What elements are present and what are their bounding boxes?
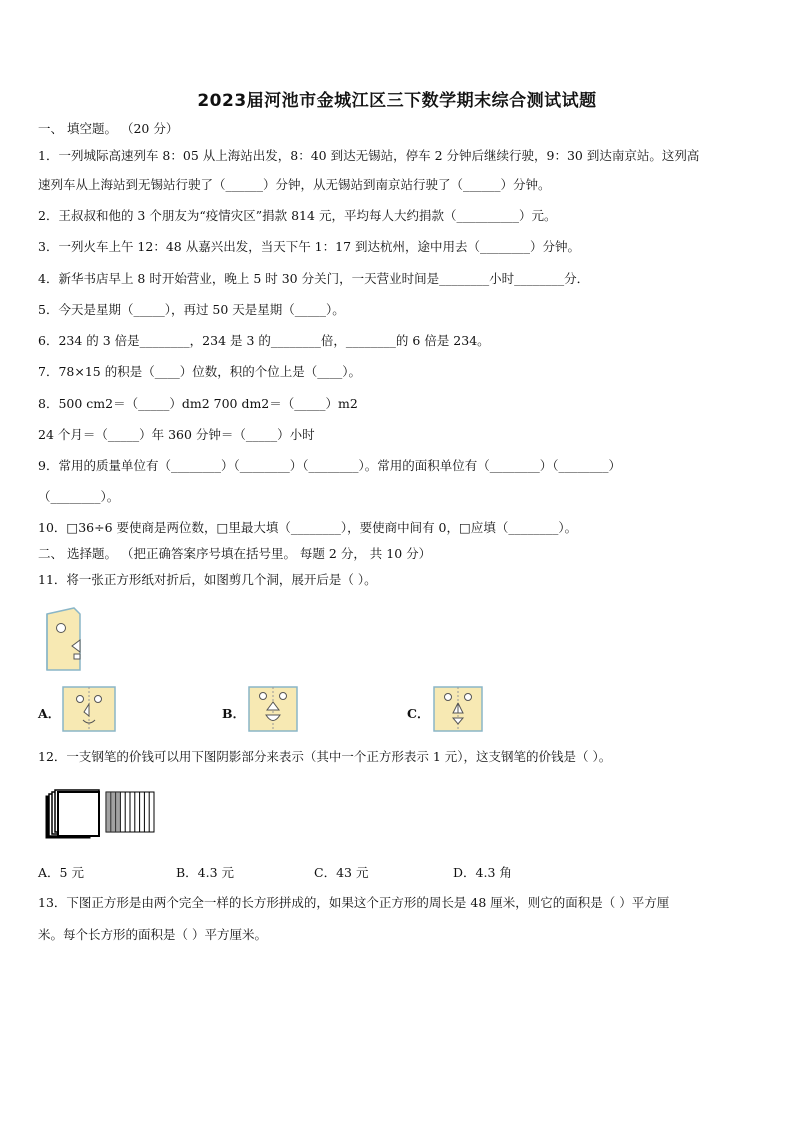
question-9-line-1: 9．常用的质量单位有（________）（________）（________）。常用的面积单位有（________）（________） [38, 458, 621, 473]
q12-option-b[interactable]: B．4.3 元 [176, 865, 235, 880]
q11-option-a-label: A． [38, 706, 61, 721]
question-1-line-1: 1．一列城际高速列车 8：05 从上海站出发，8：40 到达无锡站，停车 2 分钟后继续行驶，9：30 到达南京站。这列高 [38, 148, 700, 163]
question-12: 12．一支钢笔的价钱可以用下图阴影部分来表示（其中一个正方形表示 1 元），这支钢笔的价钱是（ ）。 [38, 749, 612, 764]
question-2: 2．王叔叔和他的 3 个朋友为“疫情灾区”捐款 814 元，平均每人大约捐款（__________）元。 [38, 208, 557, 223]
money-squares-figure [44, 788, 160, 840]
question-3: 3．一列火车上午 12：48 从嘉兴出发，当天下午 1：17 到达杭州，途中用去（________）分钟。 [38, 239, 581, 254]
question-7: 7．78×15 的积是（____）位数，积的个位上是（____）。 [38, 364, 361, 379]
question-8-line-2: 24 个月＝（_____）年 360 分钟＝（_____）小时 [38, 427, 315, 442]
q11-option-c-figure[interactable] [433, 686, 483, 732]
q11-option-a-figure[interactable] [62, 686, 116, 732]
q12-option-d[interactable]: D．4.3 角 [453, 865, 512, 880]
question-11: 11．将一张正方形纸对折后，如图剪几个洞，展开后是（ ）。 [38, 572, 377, 587]
q12-option-a[interactable]: A．5 元 [38, 865, 84, 880]
folded-paper-figure [44, 606, 82, 672]
q11-option-c-label: C． [407, 706, 430, 721]
q11-option-b-figure[interactable] [248, 686, 298, 732]
question-10: 10．□36÷6 要使商是两位数，□里最大填（________），要使商中间有 0，□应填（________）。 [38, 520, 578, 535]
q12-option-c[interactable]: C．43 元 [314, 865, 369, 880]
q11-option-b-label: B． [222, 706, 246, 721]
question-13-line-1: 13．下图正方形是由两个完全一样的长方形拼成的，如果这个正方形的周长是 48 厘米，则它的面积是（ ）平方厘 [38, 895, 670, 910]
section-heading-fill-blank: 一、 填空题。 （20 分） [38, 121, 179, 136]
question-8-line-1: 8．500 cm2＝（_____）dm2 700 dm2＝（_____）m2 [38, 396, 358, 411]
question-13-line-2: 米。每个长方形的面积是（ ）平方厘米。 [38, 927, 267, 942]
question-1-line-2: 速列车从上海站到无锡站行驶了（______）分钟，从无锡站到南京站行驶了（______）分钟。 [38, 177, 551, 192]
page-title: 2023届河池市金城江区三下数学期末综合测试试题 [197, 91, 597, 111]
question-6: 6．234 的 3 倍是________，234 是 3 的________倍，________的 6 倍是 234。 [38, 333, 490, 348]
question-9-line-2: （________）。 [38, 489, 120, 504]
section-heading-multiple-choice: 二、 选择题。 （把正确答案序号填在括号里。 每题 2 分， 共 10 分） [38, 546, 432, 561]
question-4: 4．新华书店早上 8 时开始营业，晚上 5 时 30 分关门，一天营业时间是________小时________分． [38, 271, 590, 286]
question-5: 5．今天是星期（_____），再过 50 天是星期（_____）。 [38, 302, 345, 317]
